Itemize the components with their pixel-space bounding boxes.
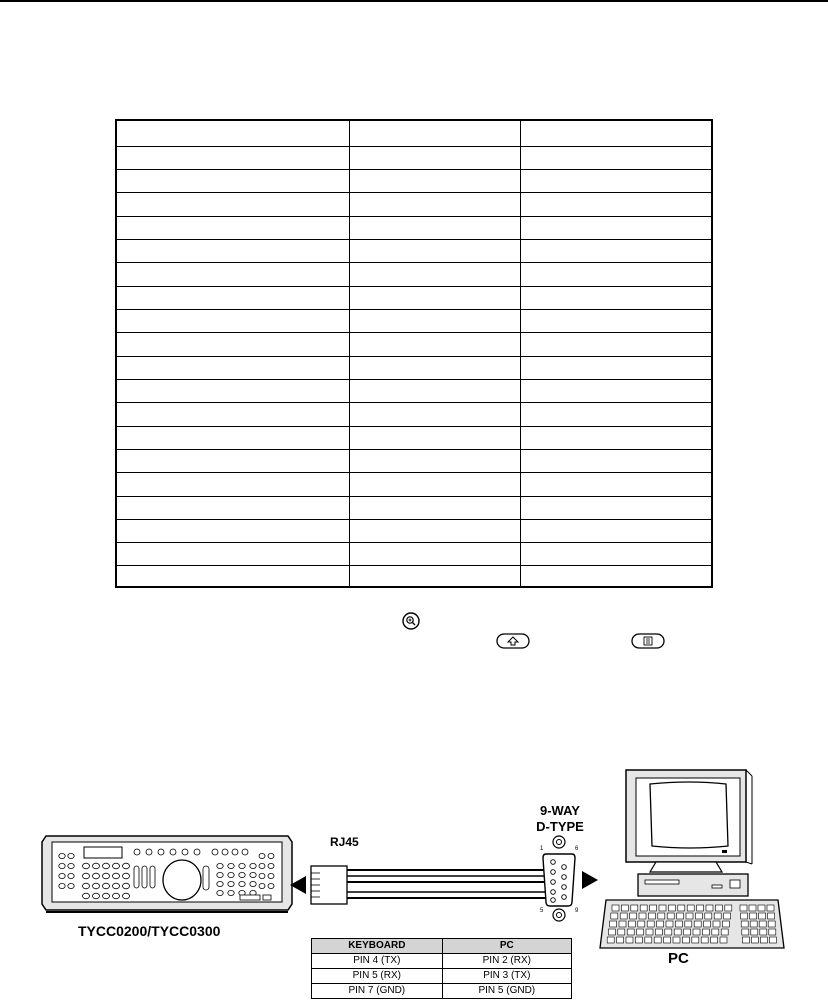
table-row — [312, 984, 572, 999]
cable — [347, 870, 548, 898]
keyboard-controller-illustration — [42, 836, 292, 912]
rj45-label: RJ45 — [330, 835, 359, 849]
pc-illustration — [600, 770, 784, 948]
pin-pc-cell: PIN 2 (RX) — [442, 954, 571, 969]
arrow-right-icon — [582, 871, 598, 889]
d-type-label-line1: 9-WAY — [540, 803, 580, 818]
pin-keyboard-cell: PIN 7 (GND) — [312, 984, 443, 999]
pin-table-header-keyboard: KEYBOARD — [312, 939, 443, 954]
d-type-label-line2: D-TYPE — [536, 819, 584, 834]
pin-number-5: 5 — [540, 908, 544, 914]
table-row — [312, 969, 572, 984]
pin-number-1: 1 — [540, 846, 544, 852]
pin-number-9: 9 — [575, 908, 579, 914]
rj45-plug — [311, 866, 347, 904]
pin-keyboard-cell: PIN 4 (TX) — [312, 954, 443, 969]
keyboard-model-label: TYCC0200/TYCC0300 — [78, 923, 221, 939]
pc-label: PC — [668, 950, 689, 967]
pin-table-header-row — [312, 939, 572, 954]
d-type-label — [520, 803, 600, 835]
d-type-connector — [540, 836, 579, 921]
pin-pc-cell: PIN 3 (TX) — [442, 969, 571, 984]
pin-pc-cell: PIN 5 (GND) — [442, 984, 571, 999]
pin-number-6: 6 — [575, 846, 579, 852]
pin-connection-table — [311, 938, 572, 999]
table-row — [312, 954, 572, 969]
pin-keyboard-cell: PIN 5 (RX) — [312, 969, 443, 984]
pin-table-header-pc: PC — [442, 939, 571, 954]
